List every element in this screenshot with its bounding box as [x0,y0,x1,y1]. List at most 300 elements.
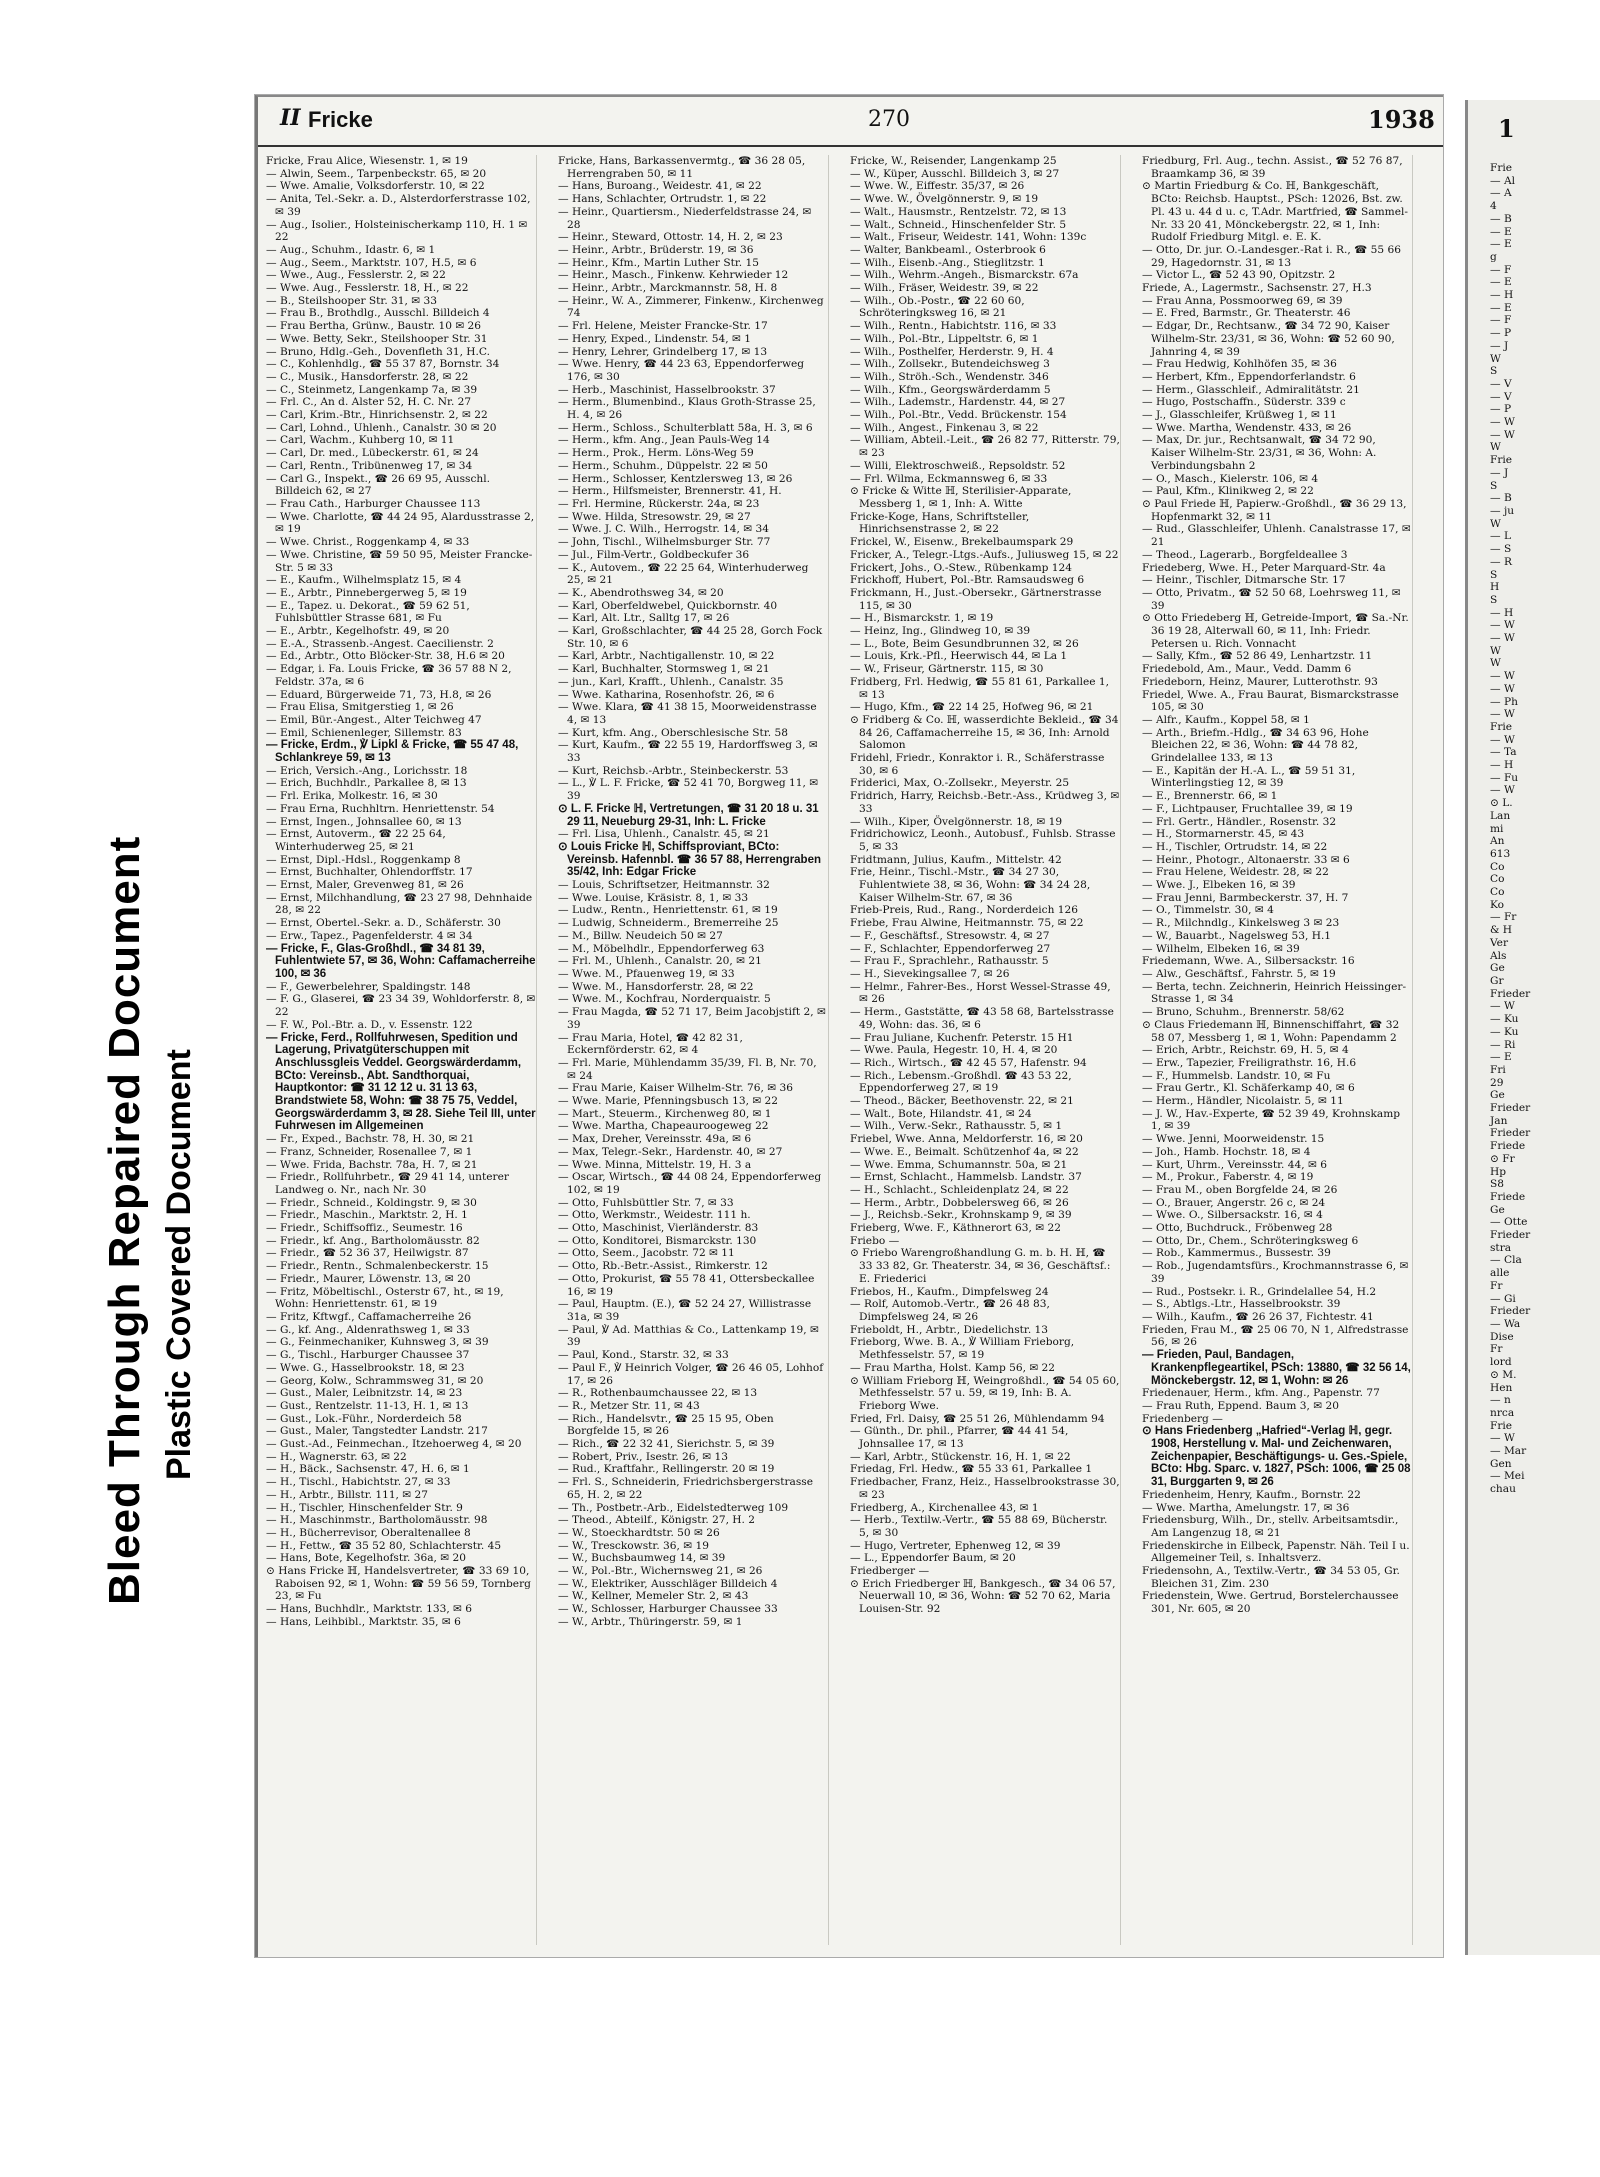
directory-entry: — Kurt, Reichsb.-Arbtr., Steinbeckerstr. 53 [558,764,789,777]
directory-entry: Fricke, W., Reisender, Langenkamp 25 [850,155,1057,167]
directory-entry: — Otto, Prokurist, ☎ 55 78 41, Ottersbeckallee 16, ✉ 19 [558,1272,815,1298]
neighbor-line: Frieder [1490,1305,1531,1318]
directory-entry: — Alwin, Seem., Tarpenbeckstr. 65, ✉ 20 [266,167,487,180]
directory-entry: — H., Fettw., ☎ 35 52 80, Schlachterstr. 45 [266,1539,502,1552]
directory-entry: — Wwe. Hilda, Stresowstr. 29, ✉ 27 [558,510,751,523]
directory-entry: — Wilh., Eisenb.-Ang., Stieglitzstr. 1 [850,256,1045,269]
directory-entry: — Franz, Schneider, Rosenallee 7, ✉ 1 [266,1145,473,1158]
directory-entry: — Rud., Glasschleifer, Uhlenh. Canalstrasse 17, ✉ 21 [1142,523,1411,549]
neighbor-line: 4 [1490,200,1497,213]
directory-entry: Friebos, H., Kaufm., Dimpfelsweg 24 [850,1285,1049,1298]
directory-entry: ⊙ Friebo Warengroßhandlung G. m. b. H. ℍ, ☎ 33 33 82, Gr. Theaterstr. 34, ✉ 36, Geschäftsf.: E. Friederici [850,1247,1111,1285]
directory-entry: ⊙ Claus Friedemann ℍ, Binnenschiffahrt, ☎ 32 58 07, Messberg 1, ✉ 1, Wohn: Papendamm 2 [1142,1018,1400,1044]
neighbor-line: 613 [1490,847,1511,860]
neighbor-line: — Cla [1490,1254,1522,1267]
directory-entry: — Frl. Marie, Mühlendamm 35/39, Fl. B, Nr. 70, ✉ 24 [558,1056,817,1082]
neighbor-line: alle [1490,1267,1510,1280]
directory-entry: — Frau Erna, Ruchhltrn. Henriettenstr. 54 [266,802,495,815]
directory-entry: — Wwe. Henry, ☎ 44 23 63, Eppendorferweg 176, ✉ 30 [558,358,805,383]
directory-entry: — Friedr., Schneid., Koldingstr. 9, ✉ 30 [266,1196,477,1209]
directory-entry: — Hans, Buchhdlr., Marktstr. 133, ✉ 6 [266,1603,473,1616]
directory-entry: — Hans, Bote, Kegelhofstr. 36a, ✉ 20 [266,1552,466,1565]
directory-entry: — Fr., Exped., Bachstr. 78, H. 30, ✉ 21 [266,1133,475,1146]
directory-entry: ⊙ Otto Friedeberg ℍ, Getreide-Import, ☎ Sa.-Nr. 36 19 28, Alterwall 60, ✉ 11, Inh: Friedr. Petersen u. Rich. Vonnacht [1142,612,1409,650]
neighbor-line: Frie [1490,454,1513,467]
directory-entry: — Walt., Friseur, Weidestr. 141, Wohn: 139c [850,231,1087,244]
neighbor-line: Co [1490,886,1505,899]
directory-entry: — W., Stoeckhardtstr. 50 ✉ 26 [558,1526,720,1539]
directory-entry: Fricke, Hans, Barkassenvermtg., ☎ 36 28 05, Herrengraben 50, ✉ 11 [558,155,806,180]
directory-entry: — Frau Martha, Holst. Kamp 56, ✉ 22 [850,1361,1056,1374]
neighbor-line: — J [1490,466,1509,479]
directory-columns [266,155,1436,1945]
directory-entry: — Rob., Jugendamtsfürs., Krochmannstrasse 6, ✉ 39 [1142,1260,1409,1285]
directory-entry: — Gust.-Ad., Feinmechan., Itzehoerweg 4, ✉ 20 [266,1438,522,1451]
neighbor-line: — W [1490,682,1515,695]
directory-entry: — O., Masch., Kielerstr. 106, ✉ 4 [1142,472,1319,485]
directory-entry: Friedeberg, Wwe. H., Peter Marquard-Str. 4a [1142,561,1386,574]
directory-entry: Friebe, Frau Alwine, Heitmannstr. 75, ✉ 22 [850,917,1084,930]
neighbor-line: W [1490,657,1501,670]
directory-entry: — Carl, Rentn., Tribünenweg 17, ✉ 34 [266,459,473,472]
neighbor-line: — n [1490,1394,1511,1407]
directory-entry: — C., Steinmetz, Langenkamp 7a, ✉ 39 [266,383,478,396]
directory-entry: Friedel, Wwe. A., Frau Baurat, Bismarckstrasse 105, ✉ 30 [1142,688,1399,714]
neighbor-line: Hen [1490,1381,1513,1394]
neighbor-line: — Ri [1490,1038,1516,1051]
directory-entry: — Wwe. M., Pfauenweg 19, ✉ 33 [558,968,735,980]
directory-entry: — jun., Karl, Krafft., Uhlenh., Canalstr. 35 [558,675,784,688]
directory-entry: — Henry, Lehrer, Grindelberg 17, ✉ 13 [558,345,768,358]
directory-entry: — Victor L., ☎ 52 43 90, Opitzstr. 2 [1142,269,1336,282]
directory-entry: — Heinr., Tischler, Ditmarsche Str. 17 [1142,574,1346,587]
neighbor-line: & H [1490,924,1513,937]
neighbor-line: Co [1490,873,1505,886]
neighbor-line: — E [1490,276,1512,289]
covered-label: Plastic Covered Document [160,1049,198,1480]
directory-entry: — Heinr., Masch., Finkenw. Kehrwieder 12 [558,269,789,282]
neighbor-line: — Ku [1490,1025,1519,1038]
directory-entry: — Sally, Kfm., ☎ 52 86 49, Lenhartzstr. 11 [1142,650,1373,663]
directory-entry: — L., Bote, Beim Gesundbrunnen 32, ✉ 26 [850,637,1079,650]
directory-entry: — Herm., Blumenbind., Klaus Groth-Strasse 25, H. 4, ✉ 26 [558,396,816,422]
directory-entry: — Frau Hedwig, Kohlhöfen 35, ✉ 36 [1142,358,1337,371]
neighbor-line: — B [1490,492,1512,505]
neighbor-line: S [1490,593,1498,606]
directory-entry: — Gust., Maler, Tangstedter Landstr. 217 [266,1425,488,1438]
directory-entry: Frickert, Johs., O.-Stew., Rübenkamp 124 [850,561,1072,574]
directory-entry: Friedbacher, Franz, Heiz., Hasselbrookstrasse 30, ✉ 23 [850,1476,1120,1501]
column-2 [558,155,829,1945]
running-head: Fricke [308,107,373,132]
directory-entry: — Otto, Dr. jur. O.-Landesger.-Rat i. R., ☎ 55 66 29, Hagedornstr. 31, ✉ 13 [1142,243,1401,269]
directory-entry: — Wwe. Christine, ☎ 59 50 95, Meister Francke-Str. 5 ✉ 33 [266,548,533,574]
directory-entry: — Frau Elisa, Smitgerstieg 1, ✉ 26 [266,701,454,714]
directory-entry: — Wilh., Ob.-Postr., ☎ 22 60 60, Schröteringksweg 16, ✉ 21 [850,294,1025,320]
directory-entry: — H., Tischl., Habichtstr. 27, ✉ 33 [266,1476,451,1489]
directory-entry: — W., Kellner, Memeler Str. 2, ✉ 43 [558,1590,749,1603]
neighbor-line: Friede [1490,1190,1526,1203]
directory-entry: — W., Tresckowstr. 36, ✉ 19 [558,1539,710,1552]
neighbor-line: — Fr [1490,911,1517,924]
directory-entry: — Herm., Gaststätte, ☎ 43 58 68, Bartelsstrasse 49, Wohn: das. 36, ✉ 6 [850,1006,1114,1031]
directory-entry: — Wwe. Frida, Bachstr. 78a, H. 7, ✉ 21 [266,1158,478,1171]
directory-entry: ⊙ Martin Friedburg & Co. ℍ, Bankgeschäft, BCto: Reichsb. Hauptst., PSch: 12026, Bst. zw. Pl. 43 u. 44 d u. c, T.Adr. Martfried, ☎ Sammel-Nr. 33 20 41, Mönckebergstr. 22, ✉ 1, Inh: Rudolf Friedburg Mitgl. e. E. K. [1142,180,1408,244]
directory-entry: — Otto, Konditorei, Bismarckstr. 130 [558,1234,757,1247]
directory-entry: ⊙ Fricke & Witte ℍ, Sterilisier-Apparate, Messberg 1, ✉ 1, Inh: A. Witte [850,485,1072,510]
directory-entry: — E., Tapez. u. Dekorat., ☎ 59 62 51, Fuhlsbüttler Strasse 681, ✉ Fu [266,599,470,625]
directory-entry: ⊙ L. F. Fricke ℍ, Vertretungen, ☎ 31 20 18 u. 31 29 11, Neueburg 29-31, Inh: L. Fricke [558,802,819,828]
directory-entry: — W., Elektriker, Ausschläger Billdeich 4 [558,1577,778,1590]
directory-entry: Friedensburg, Wilh., Dr., stellv. Arbeitsamtsdir., Am Langenzug 18, ✉ 21 [1142,1514,1399,1539]
directory-entry: — Erich, Arbtr., Reichstr. 69, H. 5, ✉ 4 [1142,1044,1349,1057]
neighbor-line: Fr [1490,1279,1503,1292]
directory-entry: — E., Kaufm., Wilhelmsplatz 15, ✉ 4 [266,574,462,587]
directory-entry: — O., Timmelstr. 30, ✉ 4 [1142,904,1274,917]
directory-entry: — Rud., Kraftfahr., Rellingerstr. 20 ✉ 19 [558,1463,775,1476]
directory-entry: Friedemann, Wwe. A., Silbersackstr. 16 [1142,955,1355,968]
neighbor-line: — Al [1490,174,1515,187]
directory-entry: — L., ℣ L. F. Fricke, ☎ 52 41 70, Borgweg 11, ✉ 39 [558,777,819,803]
directory-entry: Fricke, Frau Alice, Wiesenstr. 1, ✉ 19 [266,155,468,167]
directory-entry: — Alfr., Kaufm., Koppel 58, ✉ 1 [1142,713,1310,726]
directory-entry: ⊙ William Frieborg ℍ, Weingroßhdl., ☎ 54 05 60, Methfesselstr. 57 u. 59, ✉ 19, Inh: B. A. Frieborg Wwe. [850,1374,1120,1412]
directory-entry: — H., Arbtr., Billstr. 111, ✉ 27 [266,1488,429,1501]
directory-entry: — Berta, techn. Zeichnerin, Heinrich Heissinger-Strasse 1, ✉ 34 [1142,980,1407,1006]
directory-entry: — Herbert, Kfm., Eppendorferlandstr. 6 [1142,370,1356,383]
directory-entry: — C., Musik., Hansdorferstr. 28, ✉ 22 [266,370,469,383]
directory-entry: — O., Brauer, Angerstr. 26 c, ✉ 24 [1142,1196,1326,1209]
directory-entry: — Rolf, Automob.-Vertr., ☎ 26 48 83, Dimpfelsweg 24, ✉ 26 [850,1298,1050,1323]
neighbor-line: — V [1490,377,1512,390]
directory-entry: Friedag, Frl. Hedw., ☎ 55 33 61, Parkallee 1 [850,1463,1093,1476]
directory-entry: — W., Buchsbaumweg 14, ✉ 39 [558,1552,726,1565]
directory-entry: — Heinr., Kfm., Martin Luther Str. 15 [558,256,759,269]
directory-entry: — Herm., kfm. Ang., Jean Pauls-Weg 14 [558,434,770,447]
directory-entry: — Otto, Werkmstr., Weidestr. 111 h. [558,1209,751,1222]
neighbor-line: S [1490,365,1498,378]
directory-entry: — Hans, Schlachter, Ortrudstr. 1, ✉ 22 [558,193,767,206]
directory-entry: ⊙ Fridberg & Co. ℍ, wasserdichte Bekleid., ☎ 34 84 26, Caffamacherreihe 15, ✉ 36, Inh: Arnold Salomon [850,713,1119,752]
directory-entry: — Wwe. Martha, Wendenstr. 433, ✉ 26 [1142,421,1352,434]
directory-entry: Friebo — [850,1234,900,1247]
directory-entry: — Friedr., kf. Ang., Bartholomäusstr. 82 [266,1234,480,1247]
directory-entry: — Wwe. Martha, Chapeauroogeweg 22 [558,1120,769,1133]
directory-entry: Frieb-Preis, Rud., Rang., Norderdeich 126 [850,904,1078,917]
directory-entry: — John, Tischl., Wilhelmsburger Str. 77 [558,536,771,549]
neighbor-line: — W [1490,1432,1515,1445]
directory-entry: — Rob., Kammermus., Bussestr. 39 [1142,1247,1331,1260]
directory-entry: — Wilh., Posthelfer, Herderstr. 9, H. 4 [850,345,1054,358]
page-header [258,97,1443,147]
directory-entry: — Heinr., Steward, Ottostr. 14, H. 2, ✉ 23 [558,231,783,244]
directory-entry: — Wilh., Angest., Finkenau 3, ✉ 22 [850,421,1039,434]
neighbor-line: Gen [1490,1457,1512,1470]
neighbor-line: Frieder [1490,1127,1531,1140]
directory-entry: — Frau Magda, ☎ 52 71 17, Beim Jacobjstift 2, ✉ 39 [558,1006,826,1031]
neighbor-line: — L [1490,530,1511,543]
directory-entry: — Herb., Textilw.-Vertr., ☎ 55 88 69, Bücherstr. 5, ✉ 30 [850,1514,1108,1539]
neighbor-line: Ko [1490,898,1505,911]
directory-entry: — Wilh., Wehrm.-Angeh., Bismarckstr. 67a [850,269,1079,282]
neighbor-line: stra [1490,1241,1512,1254]
directory-entry: — E., Brennerstr. 66, ✉ 1 [1142,790,1278,803]
directory-entry: — L., Eppendorfer Baum, ✉ 20 [850,1552,1016,1565]
directory-entry: — Frl. C., An d. Alster 52, H. C. Nr. 27 [266,396,472,409]
directory-entry: — Kurt, Uhrm., Vereinsstr. 44, ✉ 6 [1142,1158,1327,1171]
directory-entry: — H., Bäck., Sachsenstr. 47, H. 6, ✉ 1 [266,1463,470,1476]
neighbor-line: Hp [1490,1165,1507,1178]
directory-entry: — M., Prokur., Faberstr. 4, ✉ 19 [1142,1171,1314,1184]
directory-entry: — Wwe. M., Kochfrau, Norderquaistr. 5 [558,993,771,1006]
directory-entry: — Karl, Arbtr., Stückenstr. 16, H. 1, ✉ 22 [850,1450,1071,1463]
directory-entry: — F., Hummelsb. Landstr. 10, ✉ Fu [1142,1069,1331,1082]
neighbor-line: Dise [1490,1330,1514,1343]
neighbor-line: — W [1490,416,1515,429]
neighbor-page [1465,100,1600,1955]
directory-entry: — Wwe. W., Eiffestr. 35/37, ✉ 26 [850,180,1025,193]
directory-entry: — Wwe. G., Hasselbrookstr. 18, ✉ 23 [266,1361,465,1374]
neighbor-line: S [1490,568,1498,581]
neighbor-line: Friede [1490,1140,1526,1153]
directory-entry: Fricker, A., Telegr.-Ltgs.-Aufs., Juliusweg 15, ✉ 22 [850,548,1119,561]
directory-entry: — Fricke, F., Glas-Großhdl., ☎ 34 81 39, Fuhlentwiete 57, ✉ 36, Wohn: Caffamacherreihe 100, ✉ 36 [266,942,536,980]
directory-entry: — F., Geschäftsf., Stresowstr. 4, ✉ 27 [850,929,1050,942]
directory-entry: — Heinr., Quartiersm., Niederfeldstrasse 24, ✉ 28 [558,205,812,231]
directory-entry: — Wwe. Aug., Fesslerstr. 18, H., ✉ 22 [266,282,469,295]
directory-entry: Friedensohn, A., Textilw.-Vertr., ☎ 34 53 05, Gr. Bleichen 31, Zim. 230 [1142,1565,1400,1590]
directory-entry: — Ernst, Autoverm., ☎ 22 25 64, Winterhuderweg 25, ✉ 21 [266,828,446,853]
neighbor-line: chau [1490,1483,1516,1496]
directory-entry: — Max, Dreher, Vereinsstr. 49a, ✉ 6 [558,1133,752,1146]
directory-entry: — Frau F., Sprachlehr., Rathausstr. 5 [850,955,1049,968]
directory-entry: — Otto, Privatm., ☎ 52 50 68, Loehrsweg 11, ✉ 39 [1142,586,1401,612]
directory-entry: Friedenberg — [1142,1412,1223,1425]
directory-entry: — W., Küper, Ausschl. Billdeich 3, ✉ 27 [850,167,1060,180]
directory-entry: — Fricke, Ferd., Rollfuhrwesen, Spedition und Lagerung, Privatgüterschuppen mit Anschlussgleis Veddel. Georgswärderdamm, BCto: Vereinsb., Abt. Sandthorquai, Hauptkontor: ☎ 31 12 12 u. 31 13 63, Brandstwiete 58, Wohn: ☎ 38 75 75, Veddel, Georgswärderdamm 3, ✉ 28. Siehe Teil III, unter Fuhrwesen im Allgemeinen [266,1031,536,1133]
directory-entry: — H., Bismarckstr. 1, ✉ 19 [850,612,994,625]
neighbor-line: Als [1490,949,1507,962]
directory-entry: Fridrichowicz, Leonh., Autobusf., Fuhlsb. Strasse 5, ✉ 33 [850,828,1116,853]
directory-entry: — Robert, Priv., Isestr. 26, ✉ 13 [558,1450,728,1463]
directory-entry: Fridtmann, Julius, Kaufm., Mittelstr. 42 [850,853,1062,866]
neighbor-line: — W [1490,619,1515,632]
directory-entry: — Frl. M., Uhlenh., Canalstr. 20, ✉ 21 [558,955,762,968]
directory-entry: — Herm., Händler, Nicolaistr. 5, ✉ 11 [1142,1095,1344,1108]
directory-entry: Frieden, Frau M., ☎ 25 06 70, N 1, Alfredstrasse 56, ✉ 26 [1142,1323,1409,1349]
directory-entry: — R., Rothenbaumchaussee 22, ✉ 13 [558,1387,758,1400]
neighbor-page-lines [1490,162,1600,1496]
column-1 [266,155,537,1945]
directory-entry: — Frau Ruth, Eppend. Baum 3, ✉ 20 [1142,1399,1339,1412]
neighbor-line: nrca [1490,1406,1515,1419]
neighbor-line: — Ph [1490,695,1518,708]
neighbor-line: — ju [1490,504,1515,517]
directory-entry: — Wwe. Klara, ☎ 41 38 15, Moorweidenstrasse 4, ✉ 13 [558,701,817,726]
directory-entry: — K., Autovem., ☎ 22 25 64, Winterhuderweg 25, ✉ 21 [558,561,809,587]
directory-entry: — Wwe. Minna, Mittelstr. 19, H. 3 a [558,1158,752,1171]
directory-entry: — C., Kohlenhdlg., ☎ 55 37 87, Bornstr. 34 [266,358,500,371]
directory-entry: ⊙ Hans Fricke ℍ, Handelsvertreter, ☎ 33 69 10, Raboisen 92, ✉ 1, Wohn: ☎ 59 56 59, Tornberg 23, ✉ Fu [266,1565,531,1603]
directory-entry: — Wwe. Martha, Amelungstr. 17, ✉ 36 [1142,1501,1350,1514]
neighbor-line: — S [1490,543,1512,556]
directory-entry: — Paul, Hauptm. (E.), ☎ 52 24 27, Willistrasse 31a, ✉ 39 [558,1298,812,1323]
neighbor-line: — H [1490,289,1514,302]
neighbor-line: — V [1490,390,1512,403]
directory-entry: — Ernst, Buchhalter, Ohlendorffstr. 17 [266,866,473,879]
neighbor-line: — R [1490,555,1512,568]
neighbor-line: Frie [1490,162,1513,174]
directory-entry: — Wilhelm, Elbeken 16, ✉ 39 [1142,942,1300,955]
directory-entry: — Herm., Hilfsmeister, Brennerstr. 41, H. [558,485,782,498]
directory-entry: — Heinz, Ing., Glindweg 10, ✉ 39 [850,625,1031,638]
directory-entry: Frie, Heinr., Tischl.-Mstr., ☎ 34 27 30, Fuhlentwiete 38, ✉ 36, Wohn: ☎ 34 24 28, Kaiser Wilhelm-Str. 67, ✉ 36 [850,866,1091,904]
directory-entry: — Rich., Lebensm.-Großhdl. ☎ 43 53 22, Eppendorferweg 27, ✉ 19 [850,1069,1072,1095]
directory-entry: ⊙ Paul Friede ℍ, Papierw.-Großhdl., ☎ 36 29 13, Hopfenmarkt 32, ✉ 11 [1142,497,1407,523]
directory-entry: — F. W., Pol.-Btr. a. D., v. Essenstr. 122 [266,1018,473,1031]
directory-entry: — H., Wagnerstr. 63, ✉ 22 [266,1450,407,1463]
directory-entry: — Otto, Seem., Jacobstr. 72 ✉ 11 [558,1247,735,1260]
column-3 [850,155,1121,1945]
directory-entry: — Frau Gertr., Kl. Schäferkamp 40, ✉ 6 [1142,1082,1355,1095]
directory-entry: — Hugo, Kfm., ☎ 22 14 25, Hofweg 96, ✉ 21 [850,701,1094,714]
directory-entry: — Frau Maria, Hotel, ☎ 42 82 31, Eckernförderstr. 62, ✉ 4 [558,1031,743,1057]
neighbor-line: Ver [1490,936,1509,949]
directory-entry: — Edgar, i. Fa. Louis Fricke, ☎ 36 57 88 N 2, Feldstr. 37a, ✉ 6 [266,663,512,688]
directory-entry: — Ernst, Obertel.-Sekr. a. D., Schäferstr. 30 [266,917,501,930]
neighbor-line: mi [1490,822,1504,835]
directory-entry: — W., Schlosser, Harburger Chaussee 33 [558,1603,778,1616]
directory-entry: — Frau B., Brothdlg., Ausschl. Billdeich 4 [266,307,490,320]
neighbor-line: Fri [1490,1063,1506,1076]
directory-entry: — Ernst, Schlacht., Hammelsb. Landstr. 37 [850,1171,1082,1184]
directory-entry: — Wwe. Betty, Sekr., Steilshooper Str. 31 [266,332,488,345]
directory-entry: Fried, Frl. Daisy, ☎ 25 51 26, Mühlendamm 94 [850,1412,1105,1425]
directory-entry: — Ludwig, Schneiderm., Bremerreihe 25 [558,917,779,930]
neighbor-line: — W [1490,632,1515,645]
neighbor-line: S [1490,479,1498,492]
directory-entry: Friedberg, A., Kirchenallee 43, ✉ 1 [850,1501,1039,1514]
directory-entry: — G., Feinmechaniker, Kuhnsweg 3, ✉ 39 [266,1336,489,1349]
neighbor-line: — P [1490,327,1512,340]
directory-entry: — Ernst, Dipl.-Hdsl., Roggenkamp 8 [266,853,461,866]
directory-entry: — J., Reichsb.-Sekr., Krohnskamp 9, ✉ 39 [850,1209,1072,1222]
directory-entry: — Aug., Schuhm., Idastr. 6, ✉ 1 [266,243,436,256]
directory-entry: — Alw., Geschäftsf., Fahrstr. 5, ✉ 19 [1142,968,1336,980]
directory-entry: — E. Fred, Barmstr., Gr. Theaterstr. 46 [1142,307,1351,320]
neighbor-line: Frie [1490,720,1513,733]
directory-entry: — Erw., Tapezier, Freiligrathstr. 16, H.6 [1142,1056,1357,1069]
directory-entry: — Wwe. W., Övelgönnerstr. 9, ✉ 19 [850,193,1039,206]
directory-entry: — Ernst, Ingen., Johnsallee 60, ✉ 13 [266,815,462,828]
neighbor-line: — E [1490,301,1512,314]
directory-entry: Friedberger — [850,1565,930,1578]
neighbor-line: Jan [1490,1114,1508,1127]
directory-entry: — Wwe. M., Hansdorferstr. 28, ✉ 22 [558,980,754,993]
directory-entry: — Otto, Rb.-Betr.-Assist., Rimkerstr. 12 [558,1260,768,1273]
directory-entry: — Wwe. Emma, Schumannstr. 50a, ✉ 21 [850,1158,1068,1171]
directory-entry: — Frau Anna, Possmoorweg 69, ✉ 39 [1142,294,1343,307]
directory-entry: Fridrich, Harry, Reichsb.-Betr.-Ass., Krüdweg 3, ✉ 33 [850,790,1120,815]
directory-entry: — Paul, ℣ Ad. Matthias & Co., Lattenkamp 19, ✉ 39 [558,1323,819,1349]
directory-entry: Friedenstein, Wwe. Gertrud, Borstelerchaussee 301, Nr. 605, ✉ 20 [1142,1590,1399,1616]
directory-entry: — Theod., Bäcker, Beethovenstr. 22, ✉ 21 [850,1095,1074,1108]
directory-entry: — E., Arbtr., Kegelhofstr. 49, ✉ 20 [266,625,450,638]
neighbor-line: ⊙ Fr [1490,1152,1515,1165]
neighbor-line: Ge [1490,1089,1505,1102]
neighbor-line: Lan [1490,809,1511,822]
neighbor-line: — F [1490,263,1512,276]
directory-entry: — H., Schlacht., Schleidenplatz 24, ✉ 22 [850,1183,1069,1196]
directory-entry: — Henry, Exped., Lindenstr. 54, ✉ 1 [558,332,751,345]
directory-entry: — Hugo, Vertreter, Ephenweg 12, ✉ 39 [850,1539,1061,1552]
directory-entry: — Kurt, kfm. Ang., Oberschlesische Str. 58 [558,726,788,739]
directory-entry: — G., kf. Ang., Aldenrathsweg 1, ✉ 33 [266,1323,470,1336]
directory-entry: — W., Friseur, Gärtnerstr. 115, ✉ 30 [850,663,1044,676]
directory-entry: Friderici, Max, O.-Zollsekr., Meyerstr. 25 [850,777,1070,790]
directory-entry: — Erw., Tapez., Pagenfelderstr. 4 ✉ 34 [266,929,473,942]
directory-entry: — Carl, Dr. med., Lübeckerstr. 61, ✉ 24 [266,447,479,460]
directory-entry: — Theod., Abteilf., Königstr. 27, H. 2 [558,1514,756,1527]
directory-entry: — Wilh., Kaufm., ☎ 26 26 37, Fichtestr. 41 [1142,1310,1374,1323]
bottom-margin [0,2045,1600,2177]
directory-entry: — Wilh., Kiper, Övelgönnerstr. 18, ✉ 19 [850,815,1063,828]
directory-entry: Frieberg, Wwe. F., Käthnerort 63, ✉ 22 [850,1222,1061,1235]
directory-entry: — Wwe. Paula, Hegestr. 10, H. 4, ✉ 20 [850,1044,1058,1057]
directory-entry: — F., Schlachter, Eppendorferweg 27 [850,942,1051,955]
directory-entry: — Friedr., ☎ 52 36 37, Heilwigstr. 87 [266,1247,469,1260]
directory-entry: — Hugo, Postschaffn., Süderstr. 339 c [1142,396,1346,409]
directory-entry: — Herm., Schuhm., Düppelstr. 22 ✉ 50 [558,459,768,472]
directory-entry: — Hans, Leihbibl., Marktstr. 35, ✉ 6 [266,1615,461,1628]
directory-entry: — Wilh., Fräser, Weidestr. 39, ✉ 22 [850,282,1039,295]
neighbor-line: — W [1490,733,1515,746]
directory-entry: — Paul, Kond., Starstr. 32, ✉ 33 [558,1349,729,1362]
neighbor-line: — Ku [1490,1013,1519,1026]
directory-entry: — Rud., Postsekr. i. R., Grindelallee 54, H.2 [1142,1285,1377,1298]
neighbor-line: — E [1490,225,1512,238]
directory-entry: Fridberg, Frl. Hedwig, ☎ 55 81 61, Parkallee 1, ✉ 13 [850,675,1110,701]
neighbor-line: W [1490,517,1501,530]
neighbor-line: Ge [1490,962,1505,975]
directory-entry: — W., Arbtr., Thüringerstr. 59, ✉ 1 [558,1615,743,1628]
directory-entry: Frickhoff, Hubert, Pol.-Btr. Ramsaudsweg 6 [850,574,1085,587]
directory-entry: — Frau M., oben Borgfelde 24, ✉ 26 [1142,1183,1338,1196]
directory-entry: — Wwe. Marie, Pfenningsbusch 13, ✉ 22 [558,1095,779,1108]
directory-entry: — Walt., Schneid., Hinschenfelder Str. 5 [850,218,1067,231]
directory-entry: — Wwe. Christ., Roggenkamp 4, ✉ 33 [266,536,470,549]
neighbor-page-number: 1 [1498,114,1515,143]
directory-entry: — Wilh., Zollsekr., Butendeichsweg 3 [850,358,1050,371]
directory-entry: — Wwe., Aug., Fesslerstr. 2, ✉ 22 [266,269,446,282]
scan-labels [60,470,260,1870]
directory-entry: — Herm., Schlosser, Kentzlersweg 13, ✉ 26 [558,472,793,485]
directory-entry: Friedburg, Frl. Aug., techn. Assist., ☎ 52 76 87, Braamkamp 36, ✉ 39 [1142,155,1403,180]
neighbor-line: — Fu [1490,771,1519,784]
directory-entry: Frieboldt, H., Arbtr., Diedelichstr. 13 [850,1323,1049,1336]
directory-entry: — Edgar, Dr., Rechtsanw., ☎ 34 72 90, Kaiser Wilhelm-Str. 23/31, ✉ 36, Wohn: ☎ 52 60 90, Jahnring 4, ✉ 39 [1142,320,1395,358]
directory-entry: — M., Möbelhdlr., Eppendorferweg 63 [558,942,765,955]
neighbor-line: W [1490,644,1501,657]
directory-entry: — Emil, Schienenleger, Sillemstr. 83 [266,726,462,739]
directory-entry: — Aug., Seem., Marktstr. 107, H.5, ✉ 6 [266,256,477,269]
directory-entry: — Walter, Bankbeaml., Osterbrook 6 [850,243,1046,256]
year: 1938 [1368,105,1435,134]
directory-entry: ⊙ Hans Friedenberg „Hafried“-Verlag ℍ, gegr. 1908, Herstellung v. Mal- und Zeichenwaren, Zeichenpapier, Beschäftigungs- u. Ges.-Spiele, BCto: Hbg. Sparc. v. 1827, PSch: 1006, ☎ 25 08 31, Burggarten 9, ✉ 26 [1142,1425,1411,1489]
directory-entry: — G., Tischl., Harburger Chaussee 37 [266,1349,470,1362]
directory-entry: — Otto, Dr., Chem., Schröteringksweg 6 [1142,1234,1359,1247]
directory-entry: — Friedr., Maurer, Löwenstr. 13, ✉ 20 [266,1272,471,1285]
